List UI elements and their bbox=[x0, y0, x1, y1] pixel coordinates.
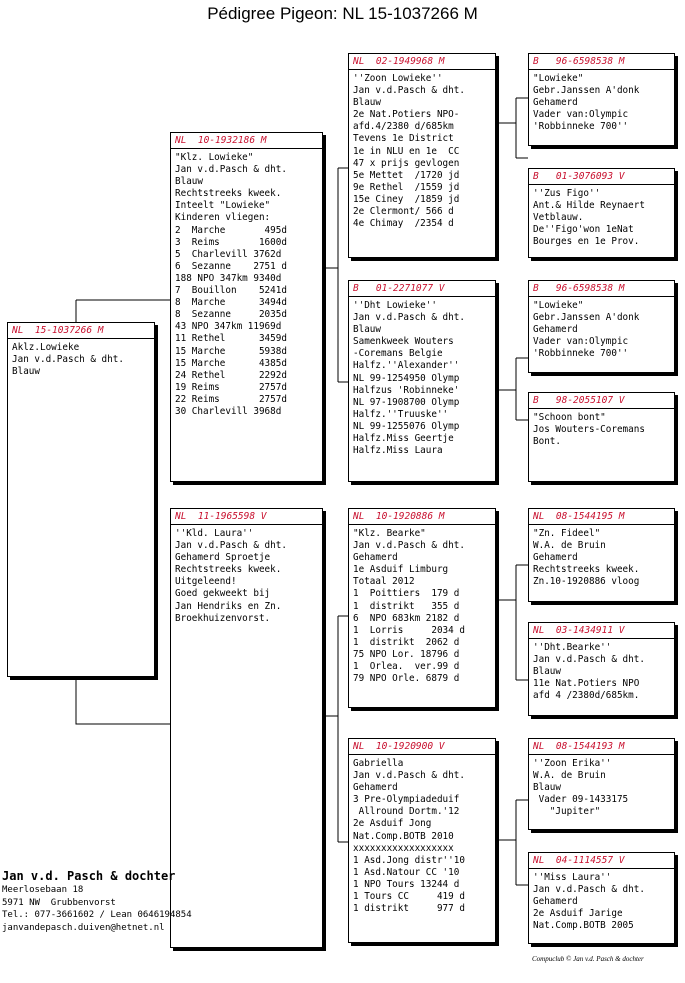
card-line: Jos Wouters-Coremans bbox=[533, 424, 645, 436]
card-line: 1e in NLU en 1e CC bbox=[353, 145, 460, 157]
card-line: "Schoon bont" bbox=[533, 412, 606, 423]
card-line: Gehamerd bbox=[533, 97, 578, 109]
card-line: Nat.Comp.BOTB 2005 bbox=[533, 920, 634, 932]
card-line: 1 Orlea. ver.99 d bbox=[353, 661, 460, 673]
card-line: 15 Marche 4385d bbox=[175, 357, 287, 369]
card-line: afd.4/2380 d/685km bbox=[353, 121, 454, 133]
card-line: 1 NPO Tours 13244 d bbox=[353, 878, 460, 890]
card-line: 15e Ciney /1859 jd bbox=[353, 193, 460, 205]
sire-sire-card bbox=[348, 53, 496, 258]
card-line: Halfz.''Truuske'' bbox=[353, 408, 449, 420]
card-line: 7 Bouillon 5241d bbox=[175, 285, 287, 297]
card-line: W.A. de Bruin bbox=[533, 770, 606, 782]
ring-number: B 98-2055107 V bbox=[529, 395, 674, 409]
card-line: Jan v.d.Pasch & dht. bbox=[12, 354, 124, 366]
card-line: Vader 09-1433175 bbox=[533, 794, 629, 806]
card-line: 'Robbinneke 700'' bbox=[533, 121, 629, 133]
card-line: 5e Mettet /1720 jd bbox=[353, 169, 460, 181]
card-line: Jan Hendriks en Zn. bbox=[175, 600, 282, 612]
card-line: Gehamerd bbox=[533, 324, 578, 336]
card-line: 30 Charlevill 3968d bbox=[175, 405, 282, 417]
card-line: 11 Rethel 3459d bbox=[175, 333, 287, 345]
card-line: 1 distrikt 2062 d bbox=[353, 636, 460, 648]
card-line: Halfz.Miss Geertje bbox=[353, 433, 454, 445]
card-line: Blauw bbox=[353, 324, 381, 336]
card-line: Ant.& Hilde Reynaert bbox=[533, 200, 645, 212]
card-line: 75 NPO Lor. 18796 d bbox=[353, 648, 460, 660]
card-line: 'Robbinneke 700'' bbox=[533, 348, 629, 360]
card-line: "Klz. Lowieke" bbox=[175, 152, 254, 163]
card-line: "Jupiter" bbox=[533, 806, 601, 818]
ring-number: NL 08-1544193 M bbox=[529, 741, 674, 755]
dam-dam-card bbox=[348, 738, 496, 943]
dam-sire-card bbox=[348, 508, 496, 708]
card-line: Jan v.d.Pasch & dht. bbox=[353, 85, 465, 97]
card-line: 188 NPO 347km 9340d bbox=[175, 272, 282, 284]
ring-number: NL 03-1434911 V bbox=[529, 625, 674, 639]
card-line: Gehamerd bbox=[533, 896, 578, 908]
subject-card bbox=[7, 322, 155, 677]
card-line: 8 Sezanne 2035d bbox=[175, 309, 287, 321]
card-line: Blauw bbox=[533, 666, 561, 678]
owner-phone: Tel.: 077-3661602 / Lean 0646194854 bbox=[2, 910, 192, 920]
ds-dam-card bbox=[528, 622, 675, 716]
card-line: Jan v.d.Pasch & dht. bbox=[353, 540, 465, 552]
card-line: 1 distrikt 355 d bbox=[353, 600, 460, 612]
card-line: Jan v.d.Pasch & dht. bbox=[533, 654, 645, 666]
card-line: 1 Poittiers 179 d bbox=[353, 588, 460, 600]
ss-sire-card bbox=[528, 53, 675, 146]
card-line: NL 97-1908700 Olymp bbox=[353, 396, 460, 408]
card-line: Jan v.d.Pasch & dht. bbox=[353, 770, 465, 782]
owner-postal: 5971 NW Grubbenvorst bbox=[2, 897, 116, 908]
card-line: Bourges en 1e Prov. bbox=[533, 236, 640, 248]
card-line: Nat.Comp.BOTB 2010 bbox=[353, 830, 454, 842]
ring-number: NL 11-1965598 V bbox=[171, 511, 322, 525]
card-line: 79 NPO Orle. 6879 d bbox=[353, 673, 460, 685]
card-line: Broekhuizenvorst. bbox=[175, 612, 271, 624]
card-line: Vader van:Olympic bbox=[533, 109, 629, 121]
card-line: 47 x prijs gevlogen bbox=[353, 157, 460, 169]
ring-number: NL 10-1932186 M bbox=[171, 135, 322, 149]
card-line: ''Miss Laura'' bbox=[533, 872, 612, 883]
card-line: ''Kld. Laura'' bbox=[175, 528, 254, 539]
card-line: Gehamerd bbox=[533, 552, 578, 564]
card-line: Goed gekweekt bij bbox=[175, 588, 271, 600]
card-line: 6 NPO 683km 2182 d bbox=[353, 612, 460, 624]
card-line: Gabriella bbox=[353, 758, 404, 769]
ring-number: B 96-6598538 M bbox=[529, 283, 674, 297]
owner-name: Jan v.d. Pasch & dochter bbox=[2, 869, 176, 883]
ring-number: B 01-2271077 V bbox=[349, 283, 495, 297]
card-line: Gehamerd bbox=[353, 782, 398, 794]
card-line: 2e Asduif Jarige bbox=[533, 908, 623, 920]
card-line: Rechtstreeks kweek. bbox=[175, 564, 282, 576]
card-line: 5 Charlevill 3762d bbox=[175, 248, 282, 260]
card-line: NL 99-1255076 Olymp bbox=[353, 420, 460, 432]
ring-number: B 01-3076093 V bbox=[529, 171, 674, 185]
card-line: Halfz.''Alexander'' bbox=[353, 360, 460, 372]
card-line: Kinderen vliegen: bbox=[175, 212, 271, 224]
card-line: De''Figo'won 1eNat bbox=[533, 224, 634, 236]
card-line: 1 Asd.Jong distr''10 bbox=[353, 854, 465, 866]
card-line: Rechtstreeks kweek. bbox=[533, 564, 640, 576]
card-line: Tevens 1e District bbox=[353, 133, 454, 145]
sd-sire-card bbox=[528, 280, 675, 373]
dam-card bbox=[170, 508, 323, 948]
card-line: Blauw bbox=[175, 176, 203, 188]
copyright-footer: Compuclub © Jan v.d. Pasch & dochter bbox=[532, 955, 644, 963]
card-line: 9e Rethel /1559 jd bbox=[353, 181, 460, 193]
card-line: Bont. bbox=[533, 436, 561, 448]
ring-number: NL 02-1949968 M bbox=[349, 56, 495, 70]
ring-number: NL 04-1114557 V bbox=[529, 855, 674, 869]
card-line: Samenkweek Wouters bbox=[353, 336, 454, 348]
card-line: Halfzus 'Robinneke' bbox=[353, 384, 460, 396]
card-line: "Lowieke" bbox=[533, 73, 584, 84]
card-line: Aklz.Lowieke bbox=[12, 342, 80, 353]
card-line: ''Dht.Bearke'' bbox=[533, 642, 612, 653]
sire-card bbox=[170, 132, 323, 482]
card-line: 2e Asduif Jong bbox=[353, 818, 432, 830]
card-line: 2e Nat.Potiers NPO- bbox=[353, 109, 460, 121]
card-line: "Lowieke" bbox=[533, 300, 584, 311]
sire-dam-card bbox=[348, 280, 496, 482]
ring-number: NL 10-1920886 M bbox=[349, 511, 495, 525]
card-line: 22 Reims 2757d bbox=[175, 393, 287, 405]
ds-sire-card bbox=[528, 508, 675, 602]
card-line: Totaal 2012 bbox=[353, 576, 415, 588]
dd-sire-card bbox=[528, 738, 675, 830]
card-line: ''Zus Figo'' bbox=[533, 188, 601, 199]
page-title: Pédigree Pigeon: NL 15-1037266 M bbox=[207, 4, 478, 23]
card-line: 3 Pre-Olympiadeduif bbox=[353, 794, 460, 806]
card-line: "Zn. Fideel" bbox=[533, 528, 601, 539]
ring-number: NL 10-1920900 V bbox=[349, 741, 495, 755]
card-line: 3 Reims 1600d bbox=[175, 236, 287, 248]
card-line: 2 Marche 495d bbox=[175, 224, 287, 236]
card-line: Halfz.Miss Laura bbox=[353, 445, 443, 457]
card-line: NL 99-1254950 Olymp bbox=[353, 372, 460, 384]
owner-email: janvandepasch.duiven@hetnet.nl bbox=[2, 922, 165, 933]
card-line: 1 Asd.Natour CC '10 bbox=[353, 866, 460, 878]
card-line: 11e Nat.Potiers NPO bbox=[533, 678, 640, 690]
card-line: 24 Rethel 2292d bbox=[175, 369, 287, 381]
card-line: 19 Reims 2757d bbox=[175, 381, 287, 393]
card-line: 1 Tours CC 419 d bbox=[353, 891, 465, 903]
card-line: 4e Chimay /2354 d bbox=[353, 218, 454, 230]
card-line: 43 NPO 347km 11969d bbox=[175, 321, 282, 333]
card-line: Inteelt "Lowieke" bbox=[175, 200, 271, 212]
owner-block bbox=[2, 868, 192, 934]
dd-dam-card bbox=[528, 852, 675, 944]
card-line: 1 Lorris 2034 d bbox=[353, 624, 465, 636]
card-line: Zn.10-1920886 vloog bbox=[533, 576, 640, 588]
card-line: ''Zoon Erika'' bbox=[533, 758, 612, 769]
card-line: Allround Dortm.'12 bbox=[353, 806, 460, 818]
card-line: Rechtstreeks kweek. bbox=[175, 188, 282, 200]
card-line: -Coremans Belgie bbox=[353, 348, 443, 360]
card-line: 2e Clermont/ 566 d bbox=[353, 206, 454, 218]
card-line: Vetblauw. bbox=[533, 212, 584, 224]
card-line: ''Zoon Lowieke'' bbox=[353, 73, 443, 84]
ring-number: NL 15-1037266 M bbox=[8, 325, 154, 339]
card-line: 8 Marche 3494d bbox=[175, 297, 287, 309]
ss-dam-card bbox=[528, 168, 675, 258]
ring-number: NL 08-1544195 M bbox=[529, 511, 674, 525]
card-line: Gehamerd Sproetje bbox=[175, 552, 271, 564]
card-line: 1e Asduif Limburg bbox=[353, 564, 449, 576]
card-line: "Klz. Bearke" bbox=[353, 528, 426, 539]
card-line: Vader van:Olympic bbox=[533, 336, 629, 348]
card-line: afd 4 /2380d/685km. bbox=[533, 690, 640, 702]
card-line: 6 Sezanne 2751 d bbox=[175, 260, 287, 272]
card-line: W.A. de Bruin bbox=[533, 540, 606, 552]
ring-number: B 96-6598538 M bbox=[529, 56, 674, 70]
card-line: Gebr.Janssen A'donk bbox=[533, 85, 640, 97]
card-line: Gebr.Janssen A'donk bbox=[533, 312, 640, 324]
card-line: 15 Marche 5938d bbox=[175, 345, 287, 357]
card-line: Jan v.d.Pasch & dht. bbox=[353, 312, 465, 324]
card-line: Blauw bbox=[12, 366, 40, 378]
owner-address: Meerlosebaan 18 bbox=[2, 885, 84, 895]
card-line: Gehamerd bbox=[353, 552, 398, 564]
card-line: Jan v.d.Pasch & dht. bbox=[533, 884, 645, 896]
card-line: 1 distrikt 977 d bbox=[353, 903, 465, 915]
sd-dam-card bbox=[528, 392, 675, 482]
card-line: Blauw bbox=[353, 97, 381, 109]
card-line: Jan v.d.Pasch & dht. bbox=[175, 164, 287, 176]
card-line: Uitgeleend! bbox=[175, 576, 237, 588]
card-line: xxxxxxxxxxxxxxxxxx bbox=[353, 842, 454, 854]
card-line: Jan v.d.Pasch & dht. bbox=[175, 540, 287, 552]
card-line: ''Dht Lowieke'' bbox=[353, 300, 437, 311]
card-line: Blauw bbox=[533, 782, 561, 794]
